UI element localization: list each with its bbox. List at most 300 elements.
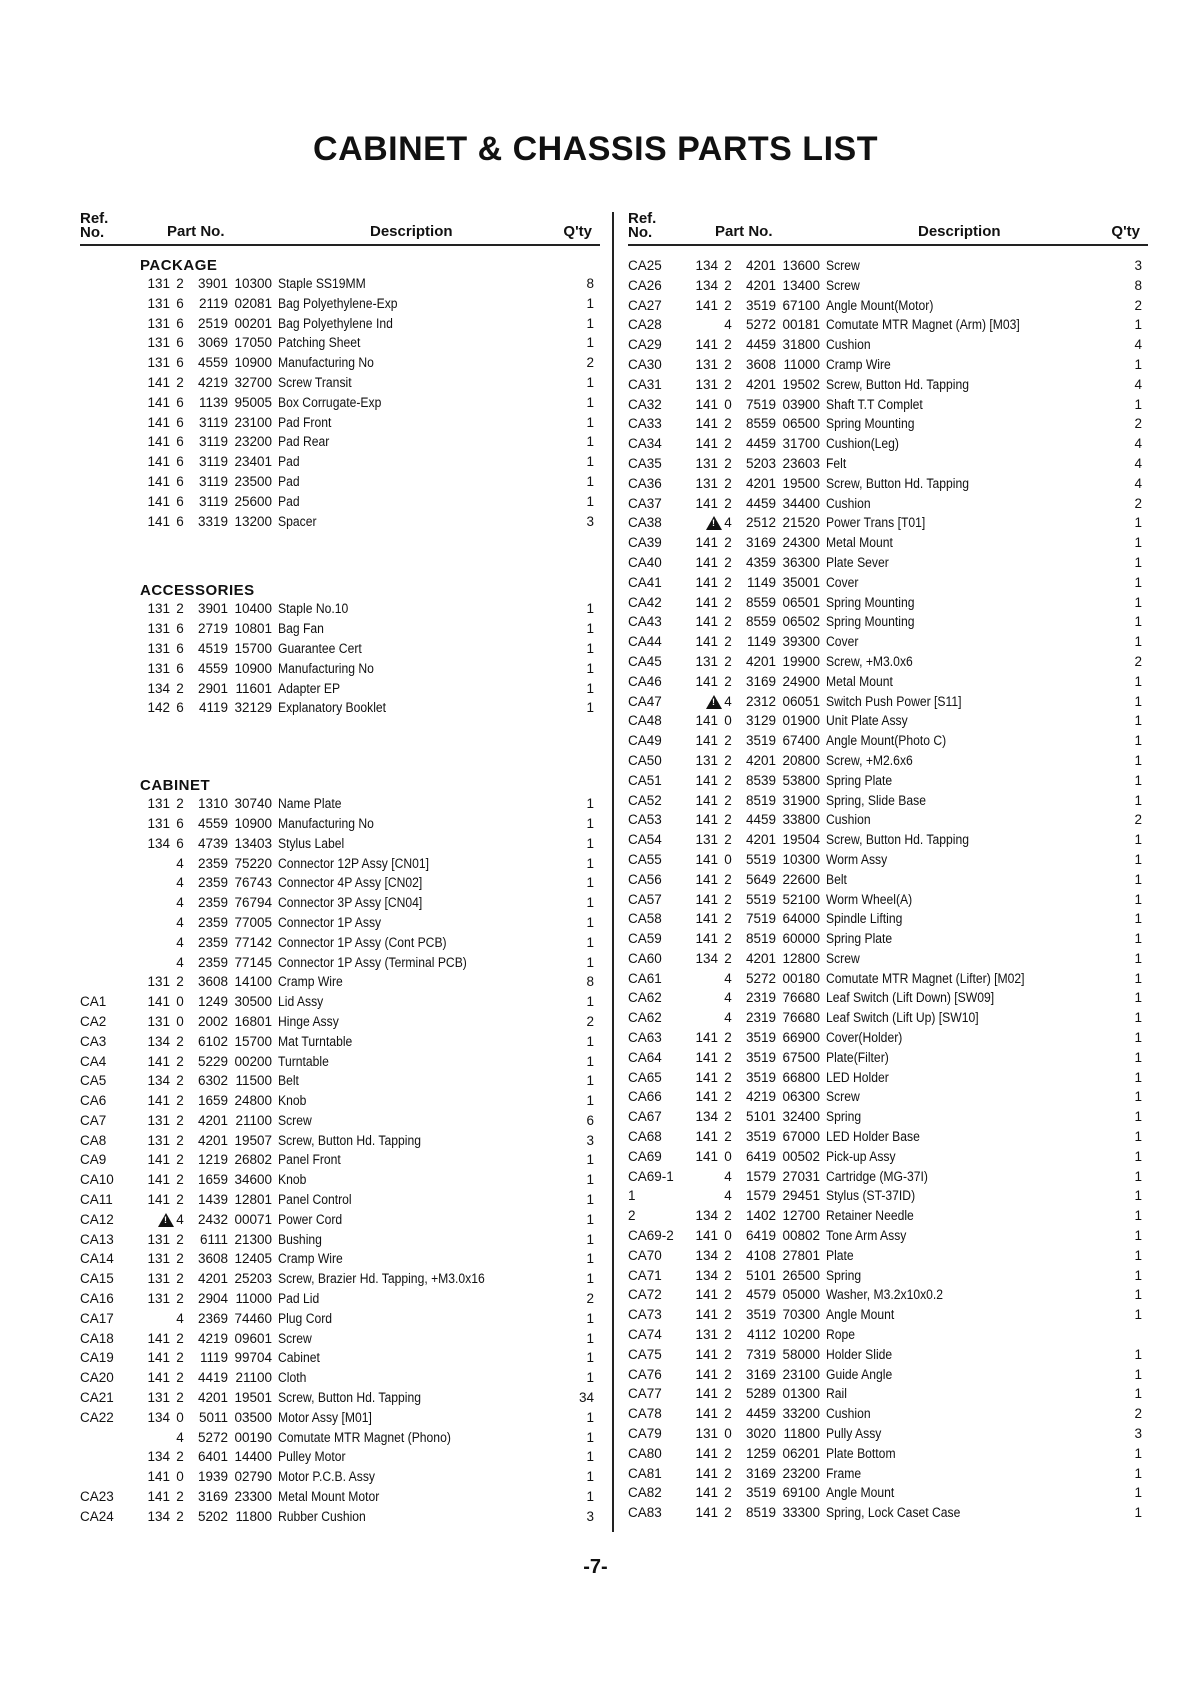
ref-cell: CA2	[80, 1013, 107, 1029]
table-row	[80, 1071, 600, 1091]
section-heading-cabinet: CABINET	[140, 777, 211, 795]
part-no-seg1: 131	[147, 974, 170, 990]
ref-cell: CA67	[628, 1109, 662, 1125]
table-row	[80, 1447, 600, 1467]
part-no-seg2: 2	[724, 356, 732, 372]
part-no-seg1: 131	[695, 832, 718, 848]
ref-cell: CA74	[628, 1327, 662, 1343]
part-no-seg1: 141	[695, 1406, 718, 1422]
part-no-seg2: 2	[724, 673, 732, 689]
part-no-seg2: 2	[176, 1192, 184, 1208]
description-cell: Guide Angle	[826, 1366, 893, 1382]
part-no-seg2: 2	[176, 1508, 184, 1524]
part-no-seg4: 21300	[234, 1231, 272, 1247]
part-no-seg2: 2	[724, 1386, 732, 1402]
table-row	[628, 1206, 1148, 1226]
part-no-seg2: 6	[176, 493, 184, 509]
table-row	[80, 698, 600, 718]
ref-cell: CA41	[628, 574, 662, 590]
part-no-seg3: 4559	[197, 355, 228, 371]
ref-cell: CA26	[628, 277, 662, 293]
part-no-seg1: 131	[695, 475, 718, 491]
description-cell: Connector 1P Assy (Terminal PCB)	[278, 954, 467, 970]
part-no-seg3: 4359	[745, 554, 776, 570]
table-row	[628, 1424, 1148, 1444]
part-no-seg1: 141	[695, 1445, 718, 1461]
part-no-seg2: 6	[176, 621, 184, 637]
ref-cell: CA64	[628, 1049, 662, 1065]
description-cell: Cover	[826, 574, 859, 590]
part-no-seg3: 2359	[197, 914, 228, 930]
part-no-seg4: 00071	[234, 1211, 272, 1227]
table-row	[628, 1107, 1148, 1127]
part-no-seg1: 131	[695, 1327, 718, 1343]
part-no-seg2: 6	[176, 660, 184, 676]
part-no-seg4: 00201	[234, 315, 272, 331]
table-row	[628, 751, 1148, 771]
part-no-seg4: 27031	[782, 1168, 820, 1184]
part-no-seg3: 2002	[197, 1013, 228, 1029]
table-row	[80, 1408, 600, 1428]
table-row	[80, 1190, 600, 1210]
description-cell: Metal Mount	[826, 535, 893, 551]
part-no-seg2: 2	[724, 1049, 732, 1065]
part-no-seg1: 141	[695, 1228, 718, 1244]
part-no-seg3: 1149	[746, 634, 776, 650]
ref-cell: CA77	[628, 1386, 662, 1402]
part-no-seg1: 131	[147, 621, 170, 637]
qty-cell: 3	[1134, 258, 1142, 273]
part-no-seg4: 69100	[782, 1485, 820, 1501]
table-row	[80, 679, 600, 699]
part-no-seg3: 3519	[745, 1030, 776, 1046]
part-no-seg3: 1659	[197, 1172, 228, 1188]
qty-cell: 1	[1134, 1247, 1142, 1263]
part-no-seg2: 2	[176, 1251, 184, 1267]
part-no-seg3: 2312	[745, 693, 776, 709]
description-cell: Comutate MTR Magnet (Lifter) [M02]	[826, 970, 1025, 986]
qty-cell: 2	[586, 1013, 594, 1029]
part-no-seg2: 2	[724, 1485, 732, 1501]
part-no-seg1: 134	[147, 1033, 170, 1049]
part-no-seg2: 2	[724, 752, 732, 768]
description-cell: Metal Mount	[826, 673, 893, 689]
description-cell: Pully Assy	[826, 1426, 882, 1442]
qty-cell: 1	[1134, 554, 1142, 570]
qty-cell: 6	[586, 1112, 594, 1128]
part-no-seg1: 131	[147, 815, 170, 831]
header-qty: Q'ty	[1111, 223, 1140, 240]
description-cell: Cramp Wire	[826, 356, 891, 372]
part-no-seg4: 12800	[782, 950, 820, 966]
ref-cell: CA50	[628, 752, 662, 768]
part-no-seg2: 2	[724, 297, 732, 313]
part-no-seg4: 19900	[782, 653, 820, 669]
part-no-seg3: 8539	[745, 772, 776, 788]
description-cell: Rail	[826, 1386, 847, 1402]
description-cell: Plug Cord	[278, 1310, 333, 1326]
part-no-seg4: 11800	[783, 1426, 820, 1442]
part-no-seg1: 141	[695, 1465, 718, 1481]
description-cell: Leaf Switch (Lift Up) [SW10]	[826, 1010, 979, 1026]
part-no-seg2: 2	[176, 680, 184, 696]
part-no-seg2: 2	[724, 594, 732, 610]
ref-cell: CA10	[80, 1172, 114, 1188]
qty-cell: 1	[1134, 535, 1142, 551]
part-no-seg1: 131	[147, 276, 170, 291]
table-row	[80, 972, 600, 992]
qty-cell: 1	[1134, 1109, 1142, 1125]
qty-cell: 1	[586, 680, 594, 696]
part-no-seg4: 75220	[234, 855, 272, 871]
part-no-seg4: 23603	[782, 455, 820, 471]
part-no-seg2: 2	[724, 554, 732, 570]
qty-cell: 1	[586, 1409, 594, 1425]
part-no-seg2: 2	[724, 634, 732, 650]
qty-cell: 1	[1134, 634, 1142, 650]
part-no-seg4: 33800	[782, 812, 820, 828]
table-row	[628, 1087, 1148, 1107]
part-no-seg1: 141	[695, 891, 718, 907]
description-cell: Connector 4P Assy [CN02]	[278, 875, 423, 891]
qty-cell: 1	[1134, 1267, 1142, 1283]
part-no-seg2: 6	[176, 454, 184, 470]
qty-cell: 1	[1134, 832, 1142, 848]
part-no-seg4: 31800	[782, 337, 820, 353]
part-no-seg1: 141	[147, 1370, 170, 1386]
qty-cell: 1	[586, 855, 594, 871]
ref-cell: CA55	[628, 851, 662, 867]
table-row	[628, 909, 1148, 929]
qty-cell: 1	[586, 394, 594, 410]
part-no-seg3: 2319	[745, 990, 776, 1006]
description-cell: Felt	[826, 455, 847, 471]
part-no-seg2: 2	[176, 1370, 184, 1386]
part-no-seg4: 12700	[782, 1208, 820, 1224]
qty-cell: 1	[586, 1033, 594, 1049]
ref-cell: CA38	[628, 515, 662, 531]
part-no-seg1: 131	[695, 455, 718, 471]
description-cell: Angle Mount(Photo C)	[826, 733, 947, 749]
part-no-seg4: 32129	[234, 700, 272, 716]
table-row	[628, 1028, 1148, 1048]
part-no-seg1: 141	[147, 513, 170, 529]
ref-cell: CA30	[628, 356, 662, 372]
description-cell: Unit Plate Assy	[826, 713, 908, 729]
part-no-seg2: 2	[176, 1112, 184, 1128]
qty-cell: 1	[586, 994, 594, 1010]
qty-cell: 1	[586, 434, 594, 450]
part-no-seg3: 2359	[197, 954, 228, 970]
ref-cell: CA27	[628, 297, 662, 313]
part-no-seg1: 131	[147, 1231, 170, 1247]
part-no-seg1: 141	[147, 434, 170, 450]
description-cell: Cover	[826, 634, 859, 650]
part-no-seg1: 131	[147, 1132, 170, 1148]
table-row	[628, 830, 1148, 850]
part-no-seg3: 4108	[745, 1247, 776, 1263]
header-ref: Ref. No.	[628, 210, 657, 241]
qty-cell: 1	[586, 934, 594, 950]
qty-cell: 1	[1134, 871, 1142, 887]
part-no-seg2: 2	[724, 1465, 732, 1481]
description-cell: Screw, +M3.0x6	[826, 653, 913, 669]
table-row	[628, 692, 1148, 712]
part-no-seg4: 02790	[234, 1469, 272, 1485]
description-cell: Lid Assy	[278, 994, 324, 1010]
safety-warning-icon	[158, 1213, 174, 1227]
part-no-seg4: 10300	[782, 851, 820, 867]
part-no-seg4: 33200	[782, 1406, 820, 1422]
ref-cell: CA33	[628, 416, 662, 432]
description-cell: Panel Front	[278, 1152, 341, 1168]
part-no-seg3: 4201	[745, 950, 776, 966]
part-no-seg3: 4219	[745, 1089, 776, 1105]
part-no-seg4: 19501	[234, 1390, 272, 1406]
description-cell: LED Holder Base	[826, 1129, 920, 1145]
qty-cell: 1	[586, 1172, 594, 1188]
qty-cell: 1	[586, 1271, 594, 1287]
ref-cell: CA12	[80, 1211, 114, 1227]
part-no-seg2: 2	[176, 1073, 184, 1089]
part-no-seg3: 1579	[745, 1188, 776, 1204]
ref-cell: CA54	[628, 832, 662, 848]
part-no-seg4: 23500	[234, 473, 272, 489]
part-no-seg4: 27801	[782, 1247, 820, 1263]
ref-cell: CA61	[628, 970, 662, 986]
description-cell: Connector 3P Assy [CN04]	[278, 895, 423, 911]
description-cell: Cramp Wire	[278, 974, 343, 990]
qty-cell: 1	[1134, 673, 1142, 689]
part-no-seg1: 141	[147, 493, 170, 509]
table-row	[628, 573, 1148, 593]
part-no-seg3: 4559	[197, 815, 228, 831]
part-no-seg3: 4459	[745, 495, 776, 511]
part-no-seg2: 2	[724, 891, 732, 907]
qty-cell: 1	[586, 295, 594, 311]
qty-cell: 1	[586, 374, 594, 390]
qty-cell: 1	[586, 454, 594, 470]
part-no-seg1: 141	[147, 1469, 170, 1485]
part-no-seg2: 2	[724, 1030, 732, 1046]
part-no-seg2: 6	[176, 335, 184, 351]
part-no-seg4: 00190	[234, 1429, 272, 1445]
part-no-seg4: 19500	[782, 475, 820, 491]
description-cell: Cabinet	[278, 1350, 320, 1366]
part-no-seg4: 34400	[782, 495, 820, 511]
part-no-seg2: 2	[176, 1033, 184, 1049]
description-cell: Spring, Slide Base	[826, 792, 926, 808]
qty-cell: 4	[1134, 337, 1142, 353]
part-no-seg1: 134	[147, 680, 170, 696]
table-row	[80, 1032, 600, 1052]
part-no-seg2: 2	[176, 1350, 184, 1366]
description-cell: Plate Sever	[826, 554, 889, 570]
description-cell: Connector 12P Assy [CN01]	[278, 855, 430, 871]
part-no-seg3: 5101	[745, 1267, 776, 1283]
ref-cell: CA80	[628, 1445, 662, 1461]
part-no-seg1: 141	[147, 1093, 170, 1109]
description-cell: Screw	[826, 277, 860, 293]
part-no-seg1: 141	[695, 812, 718, 828]
qty-cell: 1	[1134, 1089, 1142, 1105]
ref-cell: CA51	[628, 772, 662, 788]
part-no-seg3: 4519	[197, 640, 228, 656]
part-no-seg2: 2	[724, 733, 732, 749]
table-row	[80, 1487, 600, 1507]
part-no-seg3: 1259	[745, 1445, 776, 1461]
table-row	[628, 1266, 1148, 1286]
part-no-seg4: 30740	[234, 796, 272, 812]
part-no-seg1: 134	[147, 1449, 170, 1465]
table-row	[628, 434, 1148, 454]
part-no-seg3: 3519	[745, 297, 776, 313]
table-row	[80, 1428, 600, 1448]
part-no-seg4: 95005	[234, 394, 272, 410]
description-cell: Cushion	[826, 812, 871, 828]
part-no-seg3: 3901	[197, 276, 228, 291]
qty-cell: 1	[586, 875, 594, 891]
description-cell: Metal Mount Motor	[278, 1489, 380, 1505]
part-no-seg4: 64000	[782, 911, 820, 927]
part-no-seg2: 2	[176, 1330, 184, 1346]
part-no-seg3: 6102	[197, 1033, 228, 1049]
part-no-seg2: 2	[724, 436, 732, 452]
table-row	[80, 893, 600, 913]
section-heading-package: PACKAGE	[140, 257, 218, 274]
part-no-seg4: 30500	[234, 994, 272, 1010]
part-no-seg1: 131	[147, 601, 170, 617]
header-qty: Q'ty	[563, 223, 592, 240]
part-no-seg3: 2719	[197, 621, 228, 637]
part-no-seg1: 141	[695, 614, 718, 630]
part-no-seg2: 2	[724, 1267, 732, 1283]
part-no-seg3: 3519	[745, 1485, 776, 1501]
part-no-seg4: 39300	[782, 634, 820, 650]
description-cell: Screw, Button Hd. Tapping	[826, 832, 969, 848]
qty-cell: 4	[1134, 475, 1142, 491]
part-no-seg4: 53800	[782, 772, 820, 788]
table-row	[628, 414, 1148, 434]
part-no-seg1: 141	[695, 792, 718, 808]
part-no-seg1: 141	[695, 1485, 718, 1501]
description-cell: Spring Mounting	[826, 594, 915, 610]
ref-cell: CA69-2	[628, 1228, 674, 1244]
part-no-seg4: 10900	[234, 815, 272, 831]
part-no-seg3: 4201	[197, 1271, 228, 1287]
part-no-seg1: 134	[695, 277, 718, 293]
qty-cell: 1	[586, 700, 594, 716]
part-no-seg4: 74460	[234, 1310, 272, 1326]
table-row	[628, 1008, 1148, 1028]
table-row	[628, 850, 1148, 870]
qty-cell: 1	[586, 1310, 594, 1326]
table-row	[628, 494, 1148, 514]
table-row	[628, 791, 1148, 811]
description-cell: Mat Turntable	[278, 1033, 353, 1049]
qty-cell: 3	[586, 1132, 594, 1148]
ref-cell: CA69-1	[628, 1168, 674, 1184]
description-cell: Knob	[278, 1172, 307, 1188]
part-no-seg2: 2	[176, 974, 184, 990]
table-row	[628, 1305, 1148, 1325]
part-no-seg3: 3519	[745, 1069, 776, 1085]
part-no-seg3: 8519	[745, 1505, 776, 1521]
part-no-seg2: 4	[176, 954, 184, 970]
qty-cell: 2	[1134, 1406, 1142, 1422]
ref-cell: CA56	[628, 871, 662, 887]
part-no-seg3: 1579	[745, 1168, 776, 1184]
part-no-seg1: 141	[147, 473, 170, 489]
description-cell: Manufacturing No	[278, 355, 374, 371]
part-no-seg2: 2	[724, 792, 732, 808]
part-no-seg2: 6	[176, 295, 184, 311]
part-no-seg1: 141	[147, 994, 170, 1010]
part-no-seg2: 2	[724, 1327, 732, 1343]
part-no-seg4: 19502	[782, 376, 820, 392]
description-cell: Name Plate	[278, 796, 342, 812]
table-row	[628, 969, 1148, 989]
qty-cell: 1	[1134, 950, 1142, 966]
ref-cell: CA79	[628, 1426, 662, 1442]
part-no-seg1: 141	[695, 713, 718, 729]
part-no-seg3: 5289	[745, 1386, 776, 1402]
table-row	[628, 731, 1148, 751]
qty-cell: 1	[1134, 1069, 1142, 1085]
ref-cell: CA47	[628, 693, 662, 709]
part-no-seg2: 2	[176, 1231, 184, 1247]
part-no-seg3: 8559	[745, 594, 776, 610]
qty-cell: 1	[586, 493, 594, 509]
ref-cell: CA17	[80, 1310, 114, 1326]
description-cell: Spring	[826, 1109, 862, 1125]
description-cell: Bag Polyethylene-Exp	[278, 295, 398, 311]
qty-cell: 1	[1134, 614, 1142, 630]
part-no-seg1: 142	[147, 700, 170, 716]
qty-cell: 1	[586, 335, 594, 351]
table-row	[80, 294, 600, 314]
part-no-seg4: 03500	[234, 1409, 272, 1425]
part-no-seg2: 4	[176, 934, 184, 950]
left-column	[80, 210, 600, 1527]
part-no-seg4: 23401	[234, 454, 272, 470]
part-no-seg4: 06502	[782, 614, 820, 630]
qty-cell: 1	[1134, 990, 1142, 1006]
ref-cell: CA13	[80, 1231, 114, 1247]
table-row	[80, 1091, 600, 1111]
table-row	[628, 1246, 1148, 1266]
part-no-seg1: 134	[695, 1247, 718, 1263]
part-no-seg1: 141	[695, 337, 718, 353]
part-no-seg3: 4119	[198, 700, 228, 716]
description-cell: Screw, Button Hd. Tapping	[278, 1132, 421, 1148]
part-no-seg3: 4201	[745, 277, 776, 293]
part-no-seg2: 0	[724, 851, 732, 867]
description-cell: Manufacturing No	[278, 660, 374, 676]
table-row	[628, 810, 1148, 830]
ref-cell: CA40	[628, 554, 662, 570]
table-row	[628, 454, 1148, 474]
ref-cell: CA62	[628, 1010, 662, 1026]
ref-cell: CA34	[628, 436, 662, 452]
description-cell: Panel Control	[278, 1192, 352, 1208]
ref-cell: 2	[628, 1208, 636, 1224]
part-no-seg1: 131	[147, 315, 170, 331]
ref-cell: CA32	[628, 396, 662, 412]
part-no-seg2: 2	[176, 1390, 184, 1406]
ref-cell: CA25	[628, 258, 662, 273]
part-no-seg3: 1402	[745, 1208, 776, 1224]
